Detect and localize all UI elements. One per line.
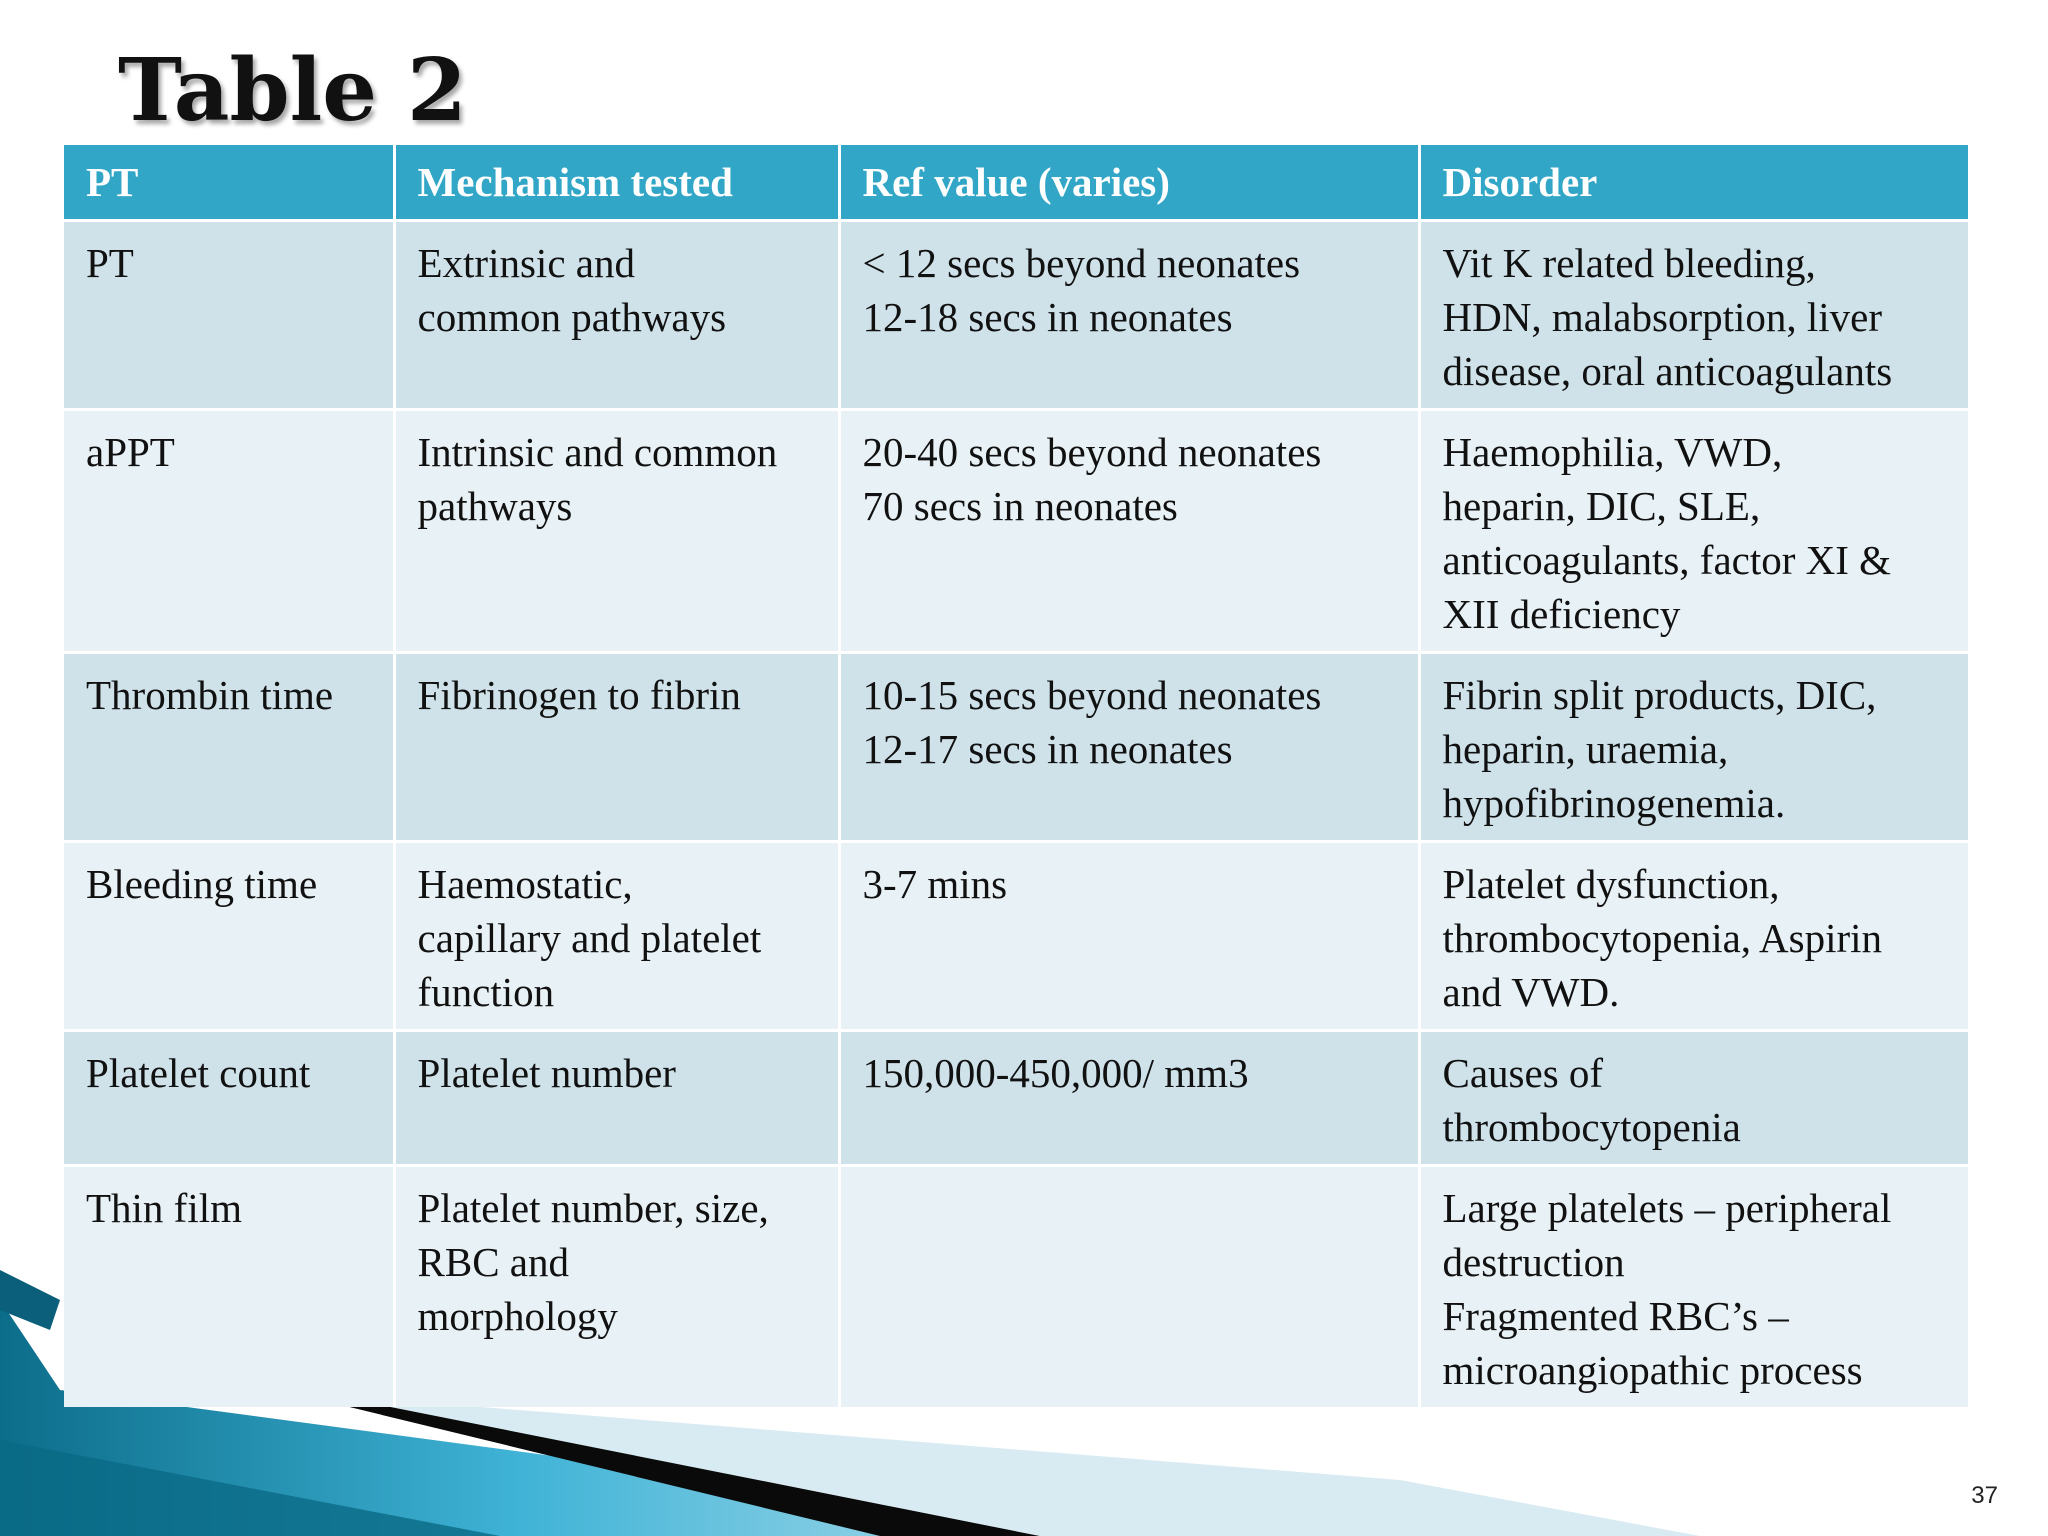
cell-line: Bleeding time — [86, 861, 318, 907]
cell-mechanism — [394, 221, 839, 410]
cell-ref-value — [839, 842, 1419, 1031]
table-row — [64, 1031, 1968, 1166]
cell-line: XII deficiency — [1442, 591, 1681, 637]
cell-line: < 12 secs beyond neonates — [862, 240, 1301, 286]
cell-test — [64, 1031, 394, 1166]
table-row — [64, 653, 1968, 842]
cell-line: Vit K related bleeding, — [1442, 240, 1816, 286]
cell-ref-value — [839, 1031, 1419, 1166]
cell-line: PT — [86, 240, 134, 286]
cell-line: RBC and — [417, 1239, 569, 1285]
table-row — [64, 410, 1968, 653]
cell-line: Thin film — [86, 1185, 243, 1231]
cell-line: Platelet number — [417, 1050, 676, 1096]
cell-line: pathways — [417, 483, 573, 529]
cell-line: common pathways — [417, 294, 727, 340]
cell-mechanism — [394, 410, 839, 653]
cell-ref-value — [839, 410, 1419, 653]
cell-line: HDN, malabsorption, liver — [1442, 294, 1883, 340]
table-row — [64, 1166, 1968, 1408]
cell-line: anticoagulants, factor XI & — [1442, 537, 1892, 583]
cell-line: thrombocytopenia — [1442, 1104, 1741, 1150]
cell-disorder — [1419, 653, 1968, 842]
cell-disorder — [1419, 221, 1968, 410]
cell-line: hypofibrinogenemia. — [1442, 780, 1786, 826]
cell-disorder — [1419, 842, 1968, 1031]
cell-mechanism — [394, 653, 839, 842]
cell-line: 20-40 secs beyond neonates — [862, 429, 1322, 475]
cell-line: 12-17 secs in neonates — [862, 726, 1233, 772]
cell-line: Intrinsic and common — [417, 429, 778, 475]
header-test: PT — [64, 145, 394, 221]
cell-line: heparin, DIC, SLE, — [1442, 483, 1761, 529]
cell-line: thrombocytopenia, Aspirin — [1442, 915, 1883, 961]
table-header-row — [64, 145, 1968, 221]
cell-test — [64, 653, 394, 842]
cell-line: Fragmented RBC’s – — [1442, 1293, 1789, 1339]
cell-line: Fibrin split products, DIC, — [1442, 672, 1877, 718]
cell-mechanism — [394, 1031, 839, 1166]
cell-line: 150,000-450,000/ mm3 — [862, 1050, 1249, 1096]
cell-ref-value — [839, 221, 1419, 410]
cell-line: capillary and platelet — [417, 915, 762, 961]
cell-line: function — [417, 969, 555, 1015]
cell-line: Haemophilia, VWD, — [1442, 429, 1783, 475]
coagulation-tests-table — [64, 145, 1968, 1407]
cell-line: 70 secs in neonates — [862, 483, 1178, 529]
cell-line: Thrombin time — [86, 672, 334, 718]
cell-line: Fibrinogen to fibrin — [417, 672, 741, 718]
page-number: 37 — [1971, 1482, 1998, 1509]
header-mechanism: Mechanism tested — [394, 145, 839, 221]
slide-title: Table 2 — [118, 40, 467, 141]
cell-line: disease, oral anticoagulants — [1442, 348, 1893, 394]
table-row — [64, 221, 1968, 410]
cell-disorder — [1419, 1166, 1968, 1408]
cell-line: Platelet number, size, — [417, 1185, 769, 1231]
cell-mechanism — [394, 842, 839, 1031]
cell-mechanism — [394, 1166, 839, 1408]
cell-test — [64, 842, 394, 1031]
cell-line: Large platelets – peripheral — [1442, 1185, 1892, 1231]
cell-line: Platelet dysfunction, — [1442, 861, 1780, 907]
cell-line: morphology — [417, 1293, 618, 1339]
cell-test — [64, 1166, 394, 1408]
header-ref-value: Ref value (varies) — [839, 145, 1419, 221]
cell-line: microangiopathic process — [1442, 1347, 1863, 1393]
cell-line: heparin, uraemia, — [1442, 726, 1729, 772]
cell-disorder — [1419, 410, 1968, 653]
cell-test — [64, 221, 394, 410]
cell-line: Haemostatic, — [417, 861, 633, 907]
cell-disorder — [1419, 1031, 1968, 1166]
cell-test — [64, 410, 394, 653]
cell-ref-value — [839, 1166, 1419, 1408]
cell-line: Extrinsic and — [417, 240, 635, 286]
cell-line: destruction — [1442, 1239, 1625, 1285]
cell-line: and VWD. — [1442, 969, 1620, 1015]
table-row — [64, 842, 1968, 1031]
cell-line: Platelet count — [86, 1050, 311, 1096]
cell-line: aPPT — [86, 429, 175, 475]
header-disorder: Disorder — [1419, 145, 1968, 221]
cell-line: 10-15 secs beyond neonates — [862, 672, 1322, 718]
cell-line: 3-7 mins — [862, 861, 1008, 907]
cell-line: Causes of — [1442, 1050, 1604, 1096]
cell-ref-value — [839, 653, 1419, 842]
cell-line: 12-18 secs in neonates — [862, 294, 1233, 340]
